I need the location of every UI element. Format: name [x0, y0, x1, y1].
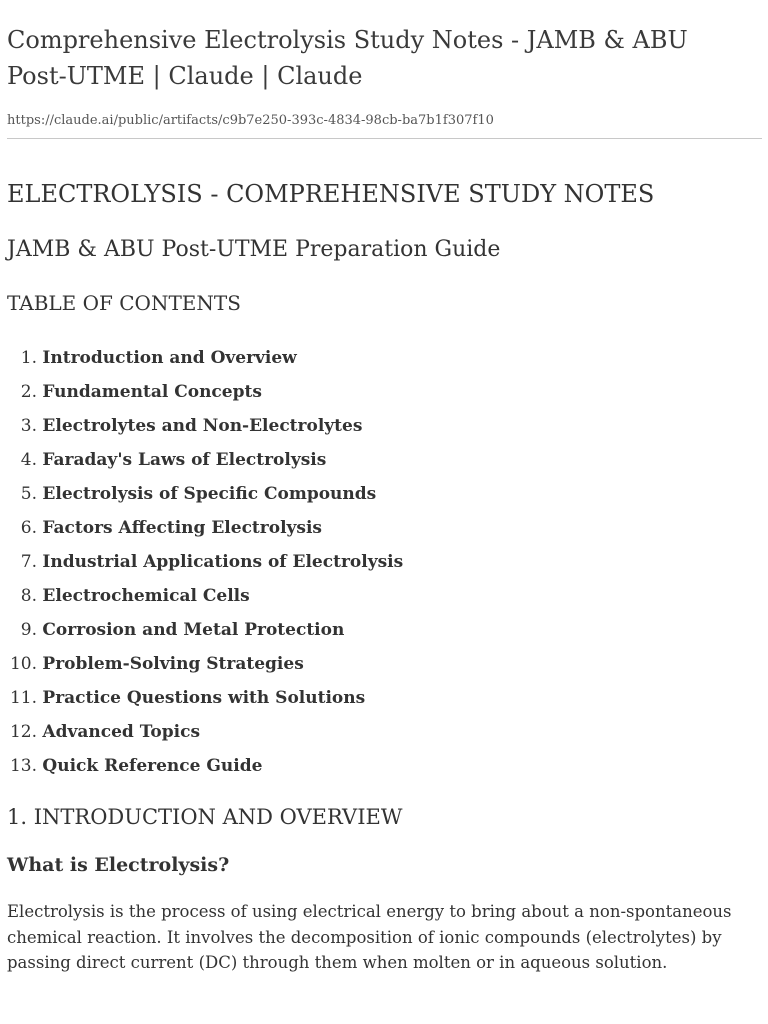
toc-item-number: 8. [20, 586, 37, 606]
toc-link-corrosion[interactable]: Corrosion and Metal Protection [42, 620, 345, 640]
document-subheading: JAMB & ABU Post-UTME Preparation Guide [7, 237, 501, 262]
toc-link-introduction[interactable]: Introduction and Overview [42, 348, 297, 368]
toc-item-number: 1. [20, 348, 37, 368]
toc-item [0, 579, 403, 613]
toc-item-number: 12. [9, 722, 37, 742]
document-heading: ELECTROLYSIS - COMPREHENSIVE STUDY NOTES [7, 180, 655, 208]
toc-item [0, 613, 403, 647]
toc-item [0, 511, 403, 545]
page-url: https://claude.ai/public/artifacts/c9b7e250-393c-4834-98cb-ba7b1f307f10 [7, 113, 494, 128]
toc-item [0, 409, 403, 443]
toc-link-industrial-applications[interactable]: Industrial Applications of Electrolysis [42, 552, 404, 572]
toc-heading: TABLE OF CONTENTS [7, 291, 241, 315]
toc-item [0, 647, 403, 681]
toc-item-number: 6. [20, 518, 37, 538]
toc-link-electrochemical-cells[interactable]: Electrochemical Cells [42, 586, 250, 606]
toc-link-advanced-topics[interactable]: Advanced Topics [42, 722, 201, 742]
toc-item-number: 7. [20, 552, 37, 572]
toc-item-number: 4. [20, 450, 37, 470]
page-title: Comprehensive Electrolysis Study Notes - JAMB & ABU Post-UTME | Claude | Claude [7, 26, 688, 90]
header-divider [7, 138, 762, 139]
section-heading-introduction: 1. INTRODUCTION AND OVERVIEW [7, 805, 403, 829]
toc-link-practice-questions[interactable]: Practice Questions with Solutions [42, 688, 366, 708]
toc-item-number: 2. [20, 382, 37, 402]
toc-item-number: 3. [20, 416, 37, 436]
toc-item-number: 5. [20, 484, 37, 504]
toc-link-specific-compounds[interactable]: Electrolysis of Specific Compounds [42, 484, 377, 504]
section-subheading-what-is-electrolysis: What is Electrolysis? [7, 854, 230, 876]
toc-link-problem-solving[interactable]: Problem-Solving Strategies [42, 654, 304, 674]
table-of-contents [0, 341, 403, 783]
toc-item [0, 341, 403, 375]
toc-link-electrolytes[interactable]: Electrolytes and Non-Electrolytes [42, 416, 363, 436]
toc-item [0, 477, 403, 511]
section-paragraph: Electrolysis is the process of using electrical energy to bring about a non-spontaneous chemical reaction. It involves the decomposition of ionic compounds (electrolytes) by passing direct current (DC) through them when molten or in aqueous solution. [7, 902, 732, 972]
toc-item [0, 681, 403, 715]
toc-item-number: 13. [9, 756, 37, 776]
toc-link-fundamental-concepts[interactable]: Fundamental Concepts [42, 382, 262, 402]
toc-item [0, 749, 403, 783]
toc-item [0, 375, 403, 409]
toc-item-number: 10. [9, 654, 37, 674]
toc-item [0, 443, 403, 477]
toc-link-quick-reference[interactable]: Quick Reference Guide [42, 756, 263, 776]
toc-item [0, 715, 403, 749]
toc-item-number: 11. [9, 688, 37, 708]
toc-item-number: 9. [20, 620, 37, 640]
toc-link-faradays-laws[interactable]: Faraday's Laws of Electrolysis [42, 450, 327, 470]
toc-item [0, 545, 403, 579]
toc-link-factors[interactable]: Factors Affecting Electrolysis [42, 518, 323, 538]
